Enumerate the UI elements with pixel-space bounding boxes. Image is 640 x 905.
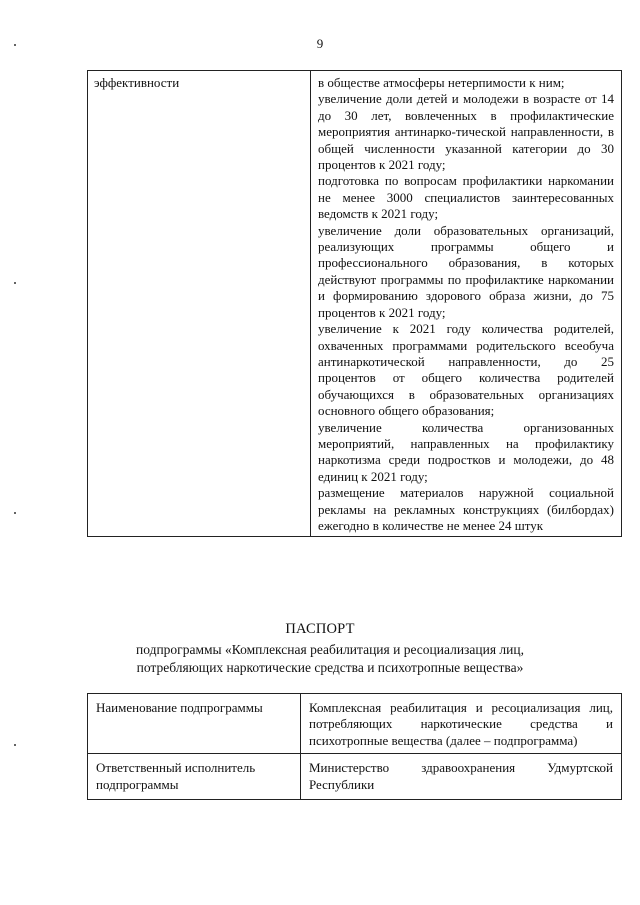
list-item: увеличение доли образовательных организаций, реализующих программы общего и профессионального образования, в которых действуют программы по профилактике наркомании и формированию здорового образа жизни, до 75 процентов к 2021 году; [318, 222, 614, 320]
list-item: подготовка по вопросам профилактики наркомании не менее 3000 специалистов заинтересованных ведомств к 2021 году; [318, 173, 614, 222]
table-row [88, 694, 622, 754]
list-item: увеличение доли детей и молодежи в возрасте от 14 до 30 лет, вовлеченных в профилактические мероприятия антинарко-тической направленности, в общей численности указанной категории до 30 процентов к 2021 году; [318, 91, 614, 173]
list-item: в обществе атмосферы нетерпимости к ним; [318, 75, 565, 90]
margin-mark [14, 512, 16, 514]
margin-mark [14, 744, 16, 746]
table-row [88, 71, 622, 537]
row-value: Комплексная реабилитация и ресоциализация лиц, потребляющих наркотические средства и психотропные вещества (далее – подпрограмма) [301, 694, 622, 754]
row-label: эффективности [88, 71, 311, 537]
outcomes-list [311, 71, 622, 537]
list-item: размещение материалов наружной социальной рекламы на рекламных конструкциях (билбордах) ежегодно в количестве не менее 24 штук [318, 485, 614, 533]
list-item: увеличение к 2021 году количества родителей, охваченных программами родительского всеобуча антинаркотической направленности, до 25 процентов от общего количества родителей обучающихся в образовательных организациях основного общего образования; [318, 321, 614, 419]
passport-title: ПАСПОРТ [285, 621, 355, 637]
passport-subtitle: подпрограммы «Комплексная реабилитация и ресоциализация лиц, потребляющих наркотические средства и психотропные вещества» [136, 642, 524, 675]
margin-mark [14, 282, 16, 284]
passport-table [87, 693, 622, 800]
margin-mark [14, 44, 16, 46]
outcomes-table [87, 70, 622, 537]
page-number: 9 [316, 36, 324, 51]
row-label: Наименование подпрограммы [88, 694, 301, 754]
row-value: Министерство здравоохранения Удмуртской Республики [301, 754, 622, 800]
list-item: увеличение количества организованных мероприятий, направленных на профилактику наркотизма среди подростков и молодежи, до 48 единиц к 2021 году; [318, 419, 614, 484]
row-label: Ответственный исполнитель подпрограммы [88, 754, 301, 800]
table-row [88, 754, 622, 800]
